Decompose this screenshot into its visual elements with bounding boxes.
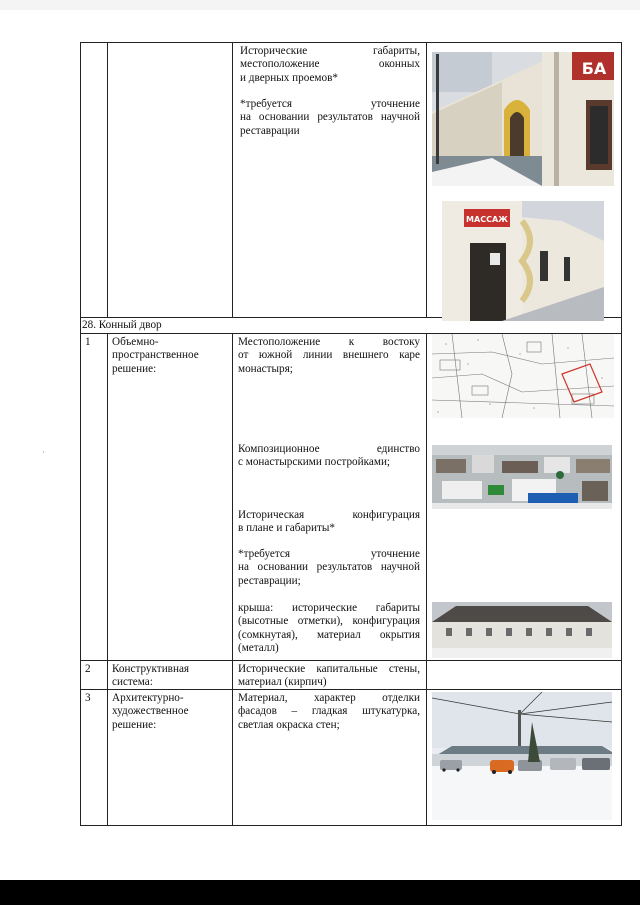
- text-line: материал (кирпич): [238, 676, 327, 689]
- text-line: Исторические габариты,: [240, 45, 420, 57]
- scan-bottom-edge: [0, 880, 640, 905]
- text-line: Местоположение к востоку: [238, 336, 420, 348]
- text-line: художественное: [112, 705, 189, 718]
- col-divider-num: [107, 333, 108, 825]
- row-item: [238, 443, 420, 470]
- row-item: [238, 336, 420, 376]
- text-line: фасадов – гладкая штукатурка,: [238, 705, 420, 718]
- row-item-note: [238, 548, 420, 588]
- text-line: система:: [112, 676, 153, 689]
- text-line: на основании результатов научной: [240, 111, 420, 124]
- text-line: Архитектурно-: [112, 692, 184, 704]
- row-label: [112, 336, 230, 376]
- text-line: (сомкнутая), материал окрытия: [238, 628, 420, 641]
- row-label: [112, 692, 230, 732]
- col-divider-label-top: [232, 42, 233, 317]
- photo-roof: [432, 602, 612, 658]
- table-border-top: [80, 42, 622, 43]
- table-border-left: [80, 42, 81, 825]
- row-item: [238, 509, 420, 536]
- text-line: и дверных проемов*: [240, 71, 338, 84]
- col-divider-text-top: [426, 42, 427, 317]
- text-line: Композиционное единство: [238, 443, 420, 455]
- photo-sign-text: БА: [581, 59, 607, 78]
- col-divider-label: [232, 333, 233, 825]
- text-line: Объемно-: [112, 336, 159, 348]
- row-item: [238, 692, 420, 732]
- text-line: пространственное: [112, 349, 199, 362]
- text-line: крыша: исторические габариты: [238, 602, 420, 614]
- text-line: Конструктивная: [112, 663, 190, 675]
- photo-sign-text: МАССАЖ: [466, 215, 508, 224]
- col-divider-text: [426, 333, 427, 825]
- scan-speck: ·: [42, 447, 45, 457]
- site-plan-map: [432, 334, 614, 418]
- row-number: 1: [85, 336, 91, 348]
- text-line: Материал, характер отделки: [238, 692, 420, 704]
- row-item: [238, 663, 420, 690]
- text-line: на основании результатов научной: [238, 561, 420, 574]
- photo-aerial-view: [432, 445, 612, 509]
- row-label: [112, 663, 230, 690]
- row-number: 3: [85, 692, 91, 704]
- photo-building-arch: [432, 52, 614, 186]
- text-line: решение:: [112, 362, 157, 375]
- text-line: с монастырскими постройками;: [238, 456, 391, 469]
- text-line: в плане и габариты*: [238, 522, 335, 535]
- section-title: 28. Конный двор: [82, 319, 162, 331]
- top-row-note: [240, 98, 420, 138]
- text-line: Историческая конфигурация: [238, 509, 420, 521]
- photo-courtyard: [432, 692, 612, 820]
- text-line: от южной линии внешнего каре: [238, 349, 420, 362]
- top-row-item: [240, 45, 420, 85]
- text-line: светлая окраска стен;: [238, 718, 340, 731]
- text-line: монастыря;: [238, 362, 293, 375]
- text-line: реставрации;: [238, 574, 301, 587]
- text-line: реставрации: [240, 124, 300, 137]
- table-border-bottom: [80, 825, 622, 826]
- text-line: (металл): [238, 642, 279, 655]
- row-2-top: [80, 660, 622, 661]
- row-number: 2: [85, 663, 91, 675]
- text-line: *требуется уточнение: [238, 548, 420, 560]
- text-line: (высотные отметки), конфигурация: [238, 615, 420, 628]
- text-line: местоположение оконных: [240, 58, 420, 71]
- text-line: решение:: [112, 718, 157, 731]
- col-divider-num-top: [107, 42, 108, 317]
- row-item: [238, 602, 420, 656]
- photo-building-massage: [442, 201, 604, 321]
- table-border-right: [621, 42, 622, 825]
- text-line: Исторические капитальные стены,: [238, 663, 420, 675]
- text-line: *требуется уточнение: [240, 98, 420, 110]
